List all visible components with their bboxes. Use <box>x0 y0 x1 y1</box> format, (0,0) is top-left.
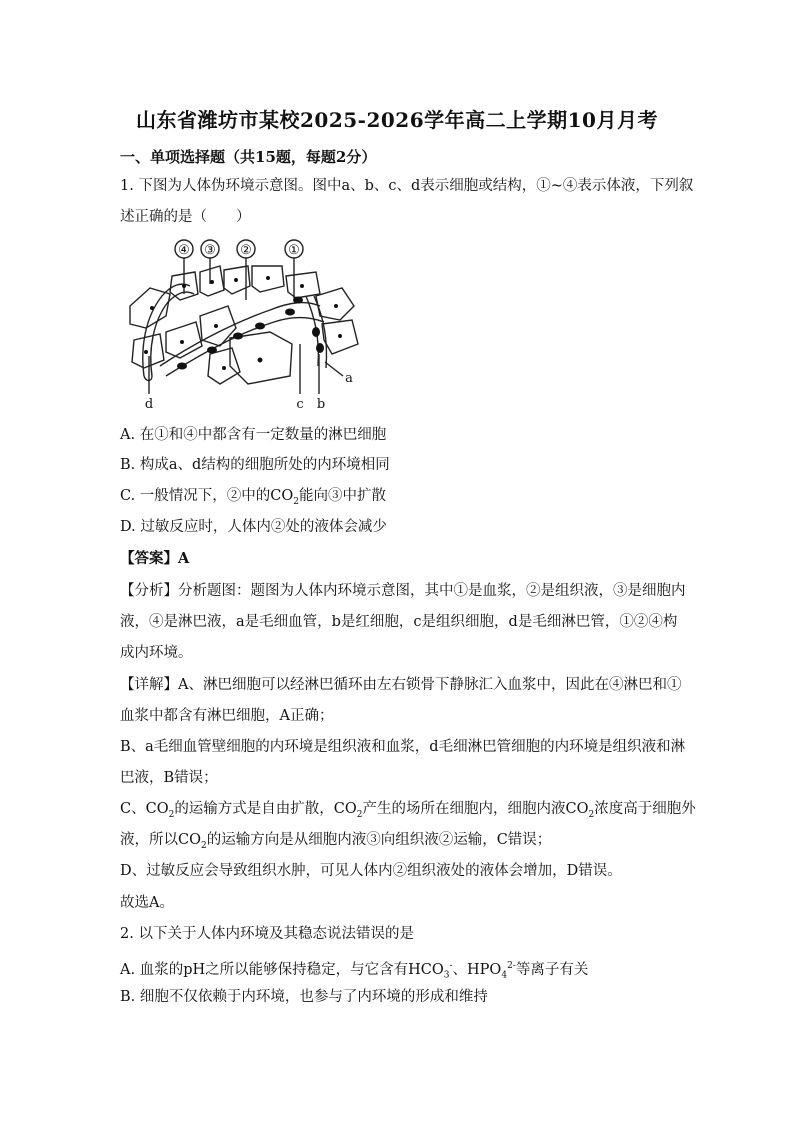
q1-detail-line4: 巴液，B错误； <box>120 770 218 786</box>
q1-option-c: C. 一般情况下，②中的$CO_2$能向③中扩散 <box>120 488 387 507</box>
diagram-label-2: ② <box>240 243 252 258</box>
q1-analysis-line2: 液，④是淋巴液，a是毛细血管，b是红细胞，c是组织细胞，d是毛细淋巴管，①②④构 <box>120 614 678 630</box>
q1-detail-line2: 血浆中都含有淋巴细胞，A正确； <box>120 708 334 724</box>
q1-detail-line1: 【详解】A、淋巴细胞可以经淋巴循环由左右锁骨下静脉汇入血浆中，因此在④淋巴和① <box>120 677 682 693</box>
q1-detail-line5: C、$CO_2$的运输方式是自由扩散，$CO_2$产生的场所在细胞内，细胞内液$CO_2$浓度高于细胞外 <box>120 801 696 820</box>
diagram-label-a: a <box>345 371 353 386</box>
q2-option-b: B. 细胞不仅依赖于内环境，也参与了内环境的形成和维持 <box>120 989 488 1005</box>
q1-analysis-line1: 【分析】分析题图：题图为人体内环境示意图，其中①是血浆，②是组织液，③是细胞内 <box>120 583 686 599</box>
q1-analysis-line3: 成内环境。 <box>120 645 193 661</box>
document-title: 山东省潍坊市某校2025-2026学年高二上学期10月月考 <box>136 108 658 132</box>
q2-stem: 2. 以下关于人体内环境及其稳态说法错误的是 <box>120 926 414 942</box>
diagram-label-1: ① <box>288 243 300 258</box>
diagram-label-b: b <box>316 397 326 412</box>
q1-option-b: B. 构成a、d结构的细胞所处的内环境相同 <box>120 457 390 473</box>
q1-conclusion: 故选A。 <box>120 895 174 911</box>
q1-option-d: D. 过敏反应时，人体内②处的液体会减少 <box>120 519 387 535</box>
q1-stem-line2: 述正确的是（ ） <box>120 209 251 225</box>
diagram-label-d: d <box>144 397 154 412</box>
q1-detail-line3: B、a毛细血管壁细胞的内环境是组织液和血浆，d毛细淋巴管细胞的内环境是组织液和淋 <box>120 739 686 755</box>
diagram-label-4: ④ <box>178 243 190 258</box>
q2-option-a: A. 血浆的pH之所以能够保持稳定，与它含有$HCO_3^-$、$HPO_4^{2-}$等离子有关 <box>120 961 589 981</box>
q1-answer: 【答案】A <box>120 550 190 567</box>
diagram-label-3: ③ <box>204 243 216 258</box>
body-fluid-diagram <box>120 236 380 414</box>
q1-detail-line7: D、过敏反应会导致组织水肿，可见人体内②组织液处的液体会增加，D错误。 <box>120 863 622 879</box>
q1-detail-line6: 液，所以$CO_2$的运输方向是从细胞内液③向组织液②运输，C错误； <box>120 832 552 851</box>
section-heading: 一、单项选择题（共15题，每题2分） <box>120 148 377 166</box>
diagram-label-c: c <box>296 397 304 412</box>
q1-option-a: A. 在①和④中都含有一定数量的淋巴细胞 <box>120 427 387 443</box>
q1-stem-line1: 1. 下图为人体伪环境示意图。图中a、b、c、d表示细胞或结构，①~④表示体液，下列叙 <box>120 178 694 194</box>
